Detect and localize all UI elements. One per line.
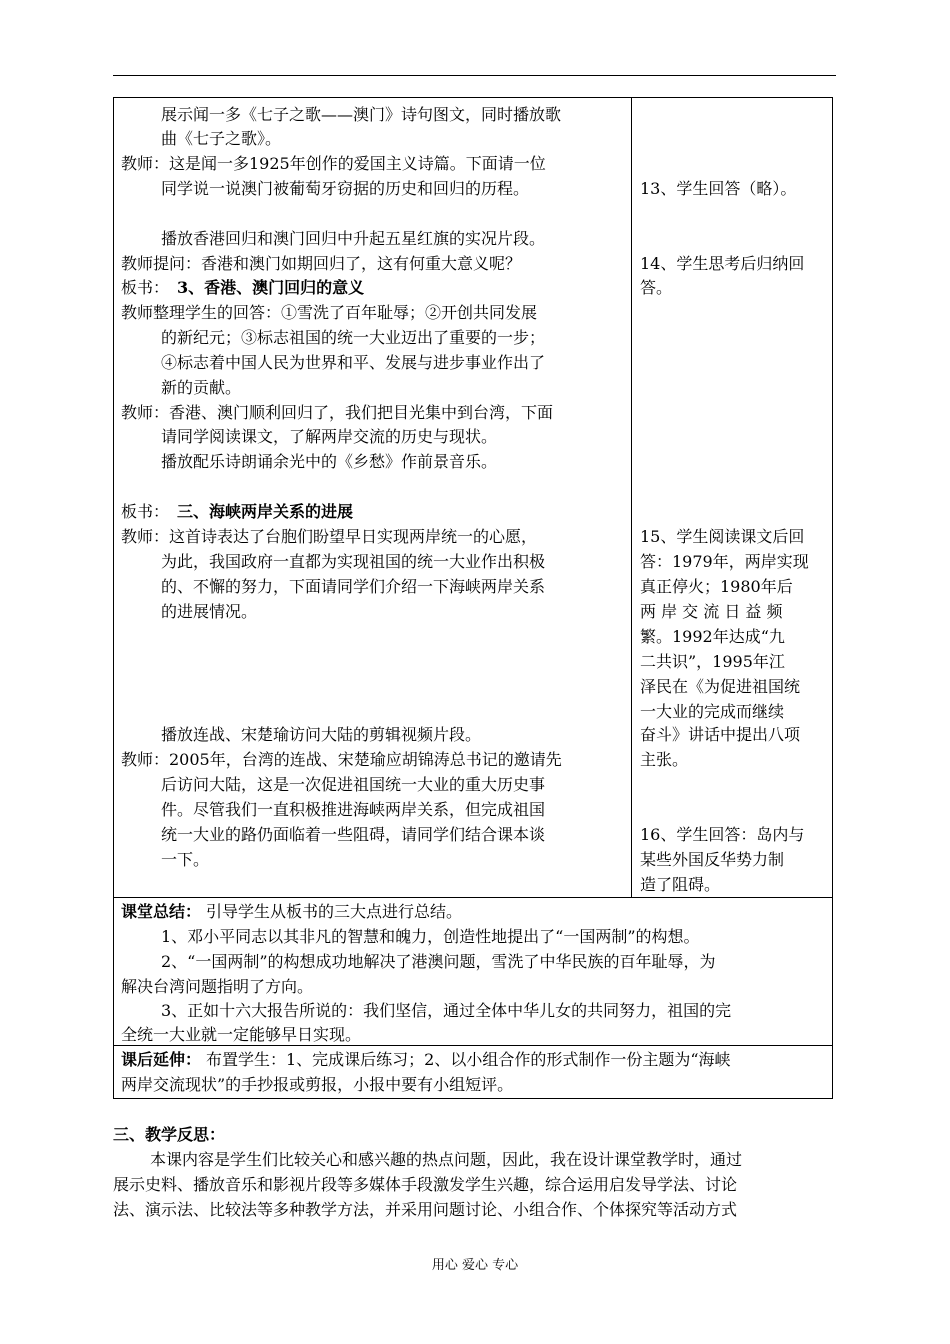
right-line: 答。 — [640, 278, 673, 297]
right-line: 繁。1992年达成“九 — [640, 627, 785, 646]
right-line: 泽民在《为促进祖国统 — [640, 677, 801, 696]
summary-line: 1、邓小平同志以其非凡的智慧和魄力，创造性地提出了“一国两制”的构想。 — [161, 927, 700, 946]
left-line: 教师：2005年，台湾的连战、宋楚瑜应胡锦涛总书记的邀请先 — [121, 750, 562, 769]
header-rule — [113, 75, 836, 76]
left-line: 教师整理学生的回答：①雪洗了百年耻辱；②开创共同发展 — [121, 303, 538, 322]
board-label: 板书： — [121, 502, 170, 521]
right-line: 两 岸 交 流 日 益 频 — [640, 602, 783, 621]
right-line: 15、学生阅读课文后回 — [640, 527, 805, 546]
column-divider — [631, 97, 632, 897]
reflection-line: 法、演示法、比较法等多种教学方法，并采用问题讨论、小组合作、个体探究等活动方式 — [113, 1200, 738, 1219]
left-line: 展示闻一多《七子之歌——澳门》诗句图文，同时播放歌 — [161, 105, 562, 124]
left-line: ④标志着中国人民为世界和平、发展与进步事业作出了 — [161, 353, 546, 372]
right-line: 造了阻碍。 — [640, 875, 721, 894]
left-line: 的新纪元；③标志祖国的统一大业迈出了重要的一步； — [161, 328, 546, 347]
summary-line: 2、“一国两制”的构想成功地解决了港澳问题，雪洗了中华民族的百年耻辱，为 — [161, 952, 716, 971]
left-line: 教师：这是闻一多1925年创作的爱国主义诗篇。下面请一位 — [121, 154, 546, 173]
left-line: 的、不懈的努力，下面请同学们介绍一下海峡两岸关系 — [161, 577, 546, 596]
left-line: 教师：这首诗表达了台胞们盼望早日实现两岸统一的心愿， — [121, 527, 538, 546]
board-label: 板书： — [121, 278, 170, 297]
extension-line: 两岸交流现状”的手抄报或剪报，小报中要有小组短评。 — [121, 1075, 514, 1094]
row-divider-summary — [113, 897, 833, 898]
left-line: 件。尽管我们一直积极推进海峡两岸关系，但完成祖国 — [161, 800, 546, 819]
right-line: 二共识”，1995年江 — [640, 652, 785, 671]
right-line: 某些外国反华势力制 — [640, 850, 785, 869]
left-line: 为此，我国政府一直都为实现祖国的统一大业作出积极 — [161, 552, 546, 571]
extension-label: 课后延伸： — [121, 1050, 202, 1069]
left-line: 播放配乐诗朗诵余光中的《乡愁》作前景音乐。 — [161, 452, 498, 471]
left-line: 一下。 — [161, 850, 210, 869]
right-line: 奋斗》讲话中提出八项 — [640, 725, 801, 744]
right-line: 真正停火；1980年后 — [640, 577, 793, 596]
right-line: 16、学生回答：岛内与 — [640, 825, 805, 844]
left-line: 新的贡献。 — [161, 378, 242, 397]
extension-line: 布置学生：1、完成课后练习；2、以小组合作的形式制作一份主题为“海峡 — [206, 1050, 731, 1069]
right-line: 13、学生回答（略）。 — [640, 179, 797, 198]
left-line: 统一大业的路仍面临着一些阻碍，请同学们结合课本谈 — [161, 825, 546, 844]
page-footer: 用心 爱心 专心 — [431, 1258, 519, 1273]
summary-intro: 引导学生从板书的三大点进行总结。 — [206, 902, 463, 921]
board-heading: 3、香港、澳门回归的意义 — [177, 278, 365, 297]
left-line: 后访问大陆，这是一次促进祖国统一大业的重大历史事 — [161, 775, 546, 794]
right-line: 主张。 — [640, 750, 689, 769]
board-heading: 三、海峡两岸关系的进展 — [177, 502, 354, 521]
left-line: 同学说一说澳门被葡萄牙窃据的历史和回归的历程。 — [161, 179, 530, 198]
left-line: 的进展情况。 — [161, 602, 258, 621]
right-line: 一大业的完成而继续 — [640, 702, 785, 721]
left-line: 请同学阅读课文，了解两岸交流的历史与现状。 — [161, 427, 498, 446]
reflection-line: 本课内容是学生们比较关心和感兴趣的热点问题，因此，我在设计课堂教学时，通过 — [150, 1150, 743, 1169]
reflection-heading: 三、教学反思： — [113, 1125, 226, 1144]
left-line: 教师：香港、澳门顺利回归了，我们把目光集中到台湾，下面 — [121, 403, 554, 422]
left-line: 教师提问：香港和澳门如期回归了，这有何重大意义呢？ — [121, 254, 522, 273]
right-line: 14、学生思考后归纳回 — [640, 254, 805, 273]
summary-line: 全统一大业就一定能够早日实现。 — [121, 1025, 362, 1044]
summary-line: 3、正如十六大报告所说的：我们坚信，通过全体中华儿女的共同努力，祖国的完 — [161, 1001, 732, 1020]
left-line: 播放连战、宋楚瑜访问大陆的剪辑视频片段。 — [161, 725, 482, 744]
reflection-line: 展示史料、播放音乐和影视片段等多媒体手段激发学生兴趣，综合运用启发导学法、讨论 — [113, 1175, 738, 1194]
left-line: 曲《七子之歌》。 — [161, 129, 282, 148]
right-line: 答：1979年，两岸实现 — [640, 552, 809, 571]
summary-label: 课堂总结： — [121, 902, 202, 921]
summary-line: 解决台湾问题指明了方向。 — [121, 977, 314, 996]
left-line: 播放香港回归和澳门回归中升起五星红旗的实况片段。 — [161, 229, 546, 248]
